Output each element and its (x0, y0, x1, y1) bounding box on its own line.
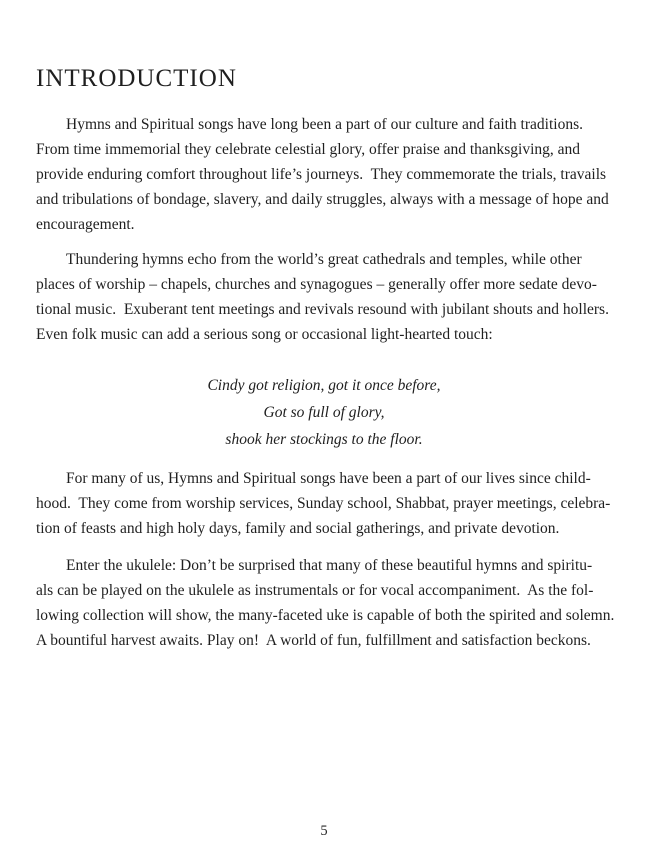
text-line: and tribulations of bondage, slavery, and daily struggles, always with a message of hope and (36, 191, 609, 208)
text-line: For many of us, Hymns and Spiritual songs have been a part of our lives since child- (66, 470, 591, 487)
text-line: places of worship – chapels, churches and synagogues – generally offer more sedate devo- (36, 276, 597, 293)
text-line: als can be played on the ukulele as instrumentals or for vocal accompaniment. As the fol- (36, 582, 594, 599)
text-line: Even folk music can add a serious song or occasional light-hearted touch: (36, 326, 493, 343)
verse-line: Cindy got religion, got it once before, (207, 377, 441, 394)
text-line: Thundering hymns echo from the world’s great cathedrals and temples, while other (66, 251, 582, 268)
text-line: From time immemorial they celebrate celestial glory, offer praise and thanksgiving, and (36, 141, 581, 158)
text-line: lowing collection will show, the many-faceted uke is capable of both the spirited and solemn. (36, 607, 615, 624)
text-line: hood. They come from worship services, Sunday school, Shabbat, prayer meetings, celebra- (36, 495, 611, 512)
paragraph (36, 112, 612, 237)
verse-line: shook her stockings to the floor. (225, 431, 423, 448)
paragraph (36, 553, 615, 653)
text-line: A bountiful harvest awaits. Play on! A world of fun, fulfillment and satisfaction beckons. (36, 632, 591, 649)
text-line: provide enduring comfort throughout life’s journeys. They commemorate the trials, travails (36, 166, 607, 183)
text-line: Hymns and Spiritual songs have long been a part of our culture and faith traditions. (66, 116, 583, 133)
paragraph (36, 466, 612, 541)
verse-line: Got so full of glory, (263, 404, 385, 421)
text-line: encouragement. (36, 216, 135, 233)
text-line: tional music. Exuberant tent meetings and revivals resound with jubilant shouts and hollers. (36, 301, 609, 318)
page-title: INTRODUCTION (36, 65, 237, 92)
page-number: 5 (320, 823, 328, 839)
text-line: Enter the ukulele: Don’t be surprised that many of these beautiful hymns and spiritu- (66, 557, 593, 574)
text-line: tion of feasts and high holy days, family and social gatherings, and private devotion. (36, 520, 560, 537)
verse-quote (36, 372, 612, 453)
paragraph (36, 247, 612, 347)
